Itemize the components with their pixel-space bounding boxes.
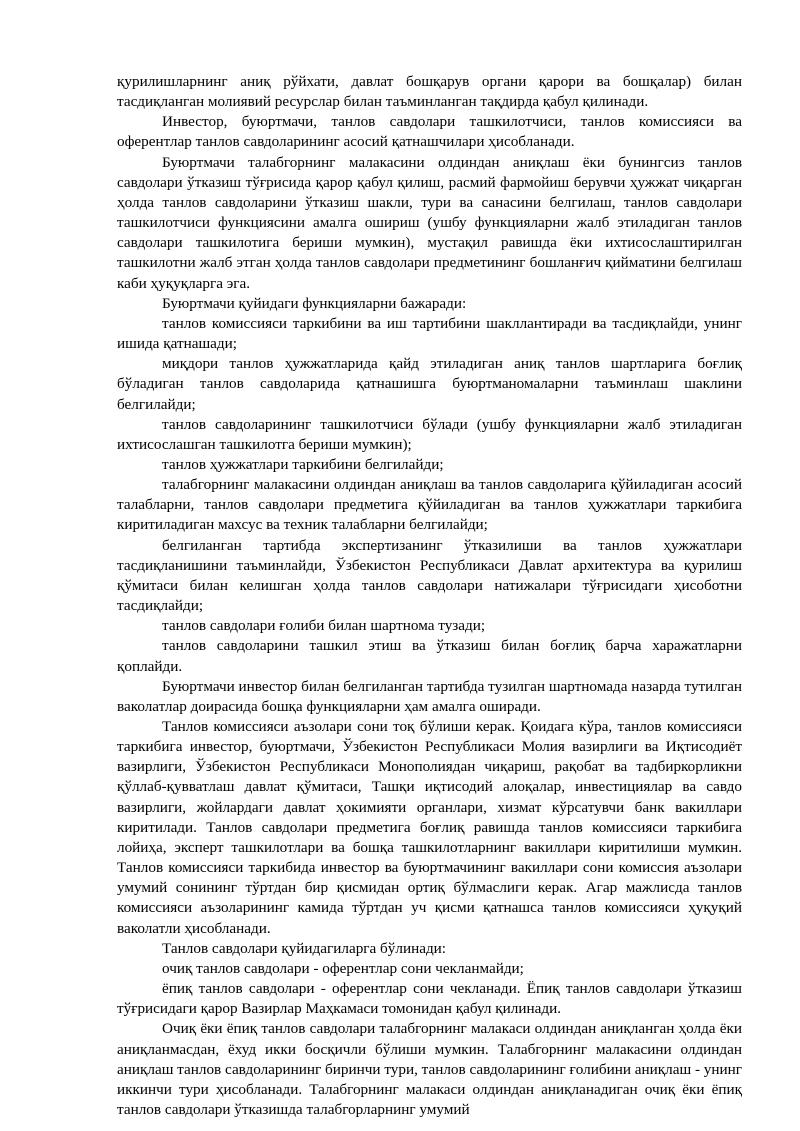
paragraph-qualification: Очиқ ёки ёпиқ танлов савдолари талабгорнинг малакаси олдиндан аниқланган ҳолда ёки аниқланмасдан, ёхуд икки босқичли бўлиши мумкин. Талабгорнинг малакасини олдиндан аниқлаш танлов савдоларининг биринчи тури, танлов савдоларининг ғолибини аниқлаш - унинг иккинчи тури ҳисобланади. Талабгорнинг малакаси олдиндан аниқланадиган очиқ ёки ёпиқ танлов савдолари ўтказишда талабгорларнинг умумий [117, 1020, 743, 1118]
paragraph-customer-functions-intro: Буюртмачи қуйидаги функцияларни бажаради: [162, 294, 467, 312]
list-item: белгиланган тартибда экспертизанинг ўтказилиши ва танлов ҳужжатлари тасдиқланишини таъминлайди, Ўзбекистон Республикаси Давлат архитектура ва қурилиш қўмитаси билан келишган ҳолда танлов савдолари натижалари тўғрисидаги ҳисоботни тасдиқлайди; [117, 536, 742, 615]
paragraph-other-functions: Буюртмачи инвестор билан белгиланган тартибда тузилган шартномада назарда тутилган ваколатлар доирасида бошқа функцияларни ҳам амалга оширади. [117, 677, 742, 715]
paragraph-tender-types-intro: Танлов савдолари қуйидагиларга бўлинади: [162, 939, 447, 957]
paragraph-customer-rights: Буюртмачи талабгорнинг малакасини олдиндан аниқлаш ёки бунингсиз танлов савдолари ўтказиш тўғрисида қарор қабул қилиш, расмий фармойиш берувчи ҳужжат чиқарган ҳолда танлов савдоларини ўтказиш шакли, тури ва санасини белгилаш, танлов савдолари ташкилотчиси функциясини амалга ошириш (ушбу функцияларни жалб этиладиган танлов савдолари ташкилотига бериши мумкин), мустақил равишда ёки ихтисослаштирилган ташкилотни жалб этган ҳолда танлов савдолари предметининг бошланғич қийматини белгилаш каби ҳуқуқларга эга. [117, 153, 742, 292]
list-item: талабгорнинг малакасини олдиндан аниқлаш ва танлов савдоларига қўйиладиган асосий талабларни, танлов савдолари предметига қўйиладиган ва танлов ҳужжатлари таркибига киритиладиган махсус ва техник талабларни белгилайди; [117, 476, 742, 534]
list-item: ёпиқ танлов савдолари - оферентлар сони чекланади. Ёпиқ танлов савдолари ўтказиш тўғрисидаги қарор Вазирлар Маҳкамаси томонидан қабул қилинади. [117, 980, 742, 1018]
list-item: танлов савдоларининг ташкилотчиси бўлади (ушбу функцияларни жалб этиладиган ихтисослашган ташкилотга бериши мумкин); [117, 415, 742, 453]
list-item: миқдори танлов ҳужжатларида қайд этиладиган аниқ танлов шартларига боғлиқ бўладиган танлов савдоларида қатнашишга буюртманомаларни таъминлаш шаклини белгилайди; [117, 355, 742, 413]
list-item: танлов савдолари ғолиби билан шартнома тузади; [162, 617, 486, 635]
list-item: очиқ танлов савдолари - оферентлар сони чекланмайди; [162, 959, 524, 977]
list-item: танлов савдоларини ташкил этиш ва ўтказиш билан боғлиқ барча харажатларни қоплайди. [117, 637, 742, 675]
list-item: танлов комиссияси таркибини ва иш тартибини шакллантиради ва тасдиқлайди, унинг ишида қатнашади; [117, 314, 742, 353]
paragraph-continuation: қурилишларнинг аниқ рўйхати, давлат бошқарув органи қарори ва бошқалар) билан тасдиқланган молиявий ресурслар билан таъминланган тақдирда қабул қилинади. [117, 73, 742, 111]
paragraph-commission: Танлов комиссияси аъзолари сони тоқ бўлиши керак. Қоидага кўра, танлов комиссияси таркибига инвестор, буюртмачи, Ўзбекистон Республикаси Молия вазирлиги ва Иқтисодиёт вазирлиги, Ўзбекистон Республикаси Монополиядан чиқариш, рақобат ва тадбиркорликни қўллаб-қувватлаш давлат қўмитаси, Ташқи иқтисодий алоқалар, инвестициялар ва савдо вазирлиги, жойлардаги давлат ҳокимияти органлари, хизмат кўрсатувчи банк вакиллари киритилади. Танлов савдолари предметига боғлиқ равишда танлов комиссияси таркибига лойиҳа, эксперт ташкилотлари ва бошқа ташкилотларнинг вакиллари киритилиши мумкин. Танлов комиссияси таркибида инвестор ва буюртмачининг вакиллари сони комиссия аъзолари умумий сонининг тўртдан бир қисмидан ортиқ бўлмаслиги керак. Агар мажлисда танлов комиссияси аъзоларининг камида тўртдан уч қисми қатнашса танлов комиссияси ҳуқуқий ваколатли ҳисобланади. [117, 718, 742, 937]
list-item: танлов ҳужжатлари таркибини белгилайди; [162, 455, 444, 473]
document-page [117, 72, 742, 1120]
paragraph-participants: Инвестор, буюртмачи, танлов савдолари ташкилотчиси, танлов комиссияси ва оферентлар танлов савдоларининг асосий қатнашчилари ҳисобланади. [117, 113, 742, 151]
